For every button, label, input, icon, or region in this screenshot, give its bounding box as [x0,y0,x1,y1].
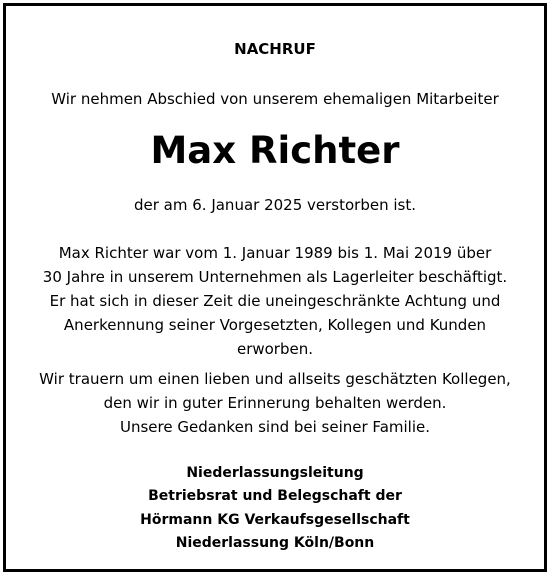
signatory-line: Niederlassung Köln/Bonn [175,534,375,551]
signatory-line: Betriebsrat und Belegschaft der [148,488,402,505]
signatory-line: Niederlassungsleitung [186,465,364,481]
paragraph-line: Wir trauern um einen lieben und allseits geschätzten Kollegen, [39,370,511,388]
paragraph-line: den wir in guter Erinnerung behalten werden. [103,394,447,412]
paragraph-line: Er hat sich in dieser Zeit die uneingeschränkte Achtung und [49,292,501,310]
paragraph-line: erworben. [236,340,314,358]
signatory-line: Hörmann KG Verkaufsgesellschaft [140,511,410,528]
paragraph-line: Max Richter war vom 1. Januar 1989 bis 1. Mai 2019 über [58,244,492,262]
signatories-block [6,462,544,555]
intro-text: Wir nehmen Abschied von unserem ehemaligen Mitarbeiter [51,90,499,108]
obituary-frame [3,3,547,572]
paragraph-line: Anerkennung seiner Vorgesetzten, Kollegen und Kunden [63,316,487,334]
death-date-text: der am 6. Januar 2025 verstorben ist. [133,196,416,214]
obituary-heading: NACHRUF [234,40,316,58]
paragraph-line: 30 Jahre in unserem Unternehmen als Lagerleiter beschäftigt. [42,268,508,286]
paragraph-line: Unsere Gedanken sind bei seiner Familie. [120,418,430,436]
deceased-name: Max Richter [150,129,400,172]
mourning-paragraph [6,367,544,439]
employment-paragraph [6,241,544,361]
